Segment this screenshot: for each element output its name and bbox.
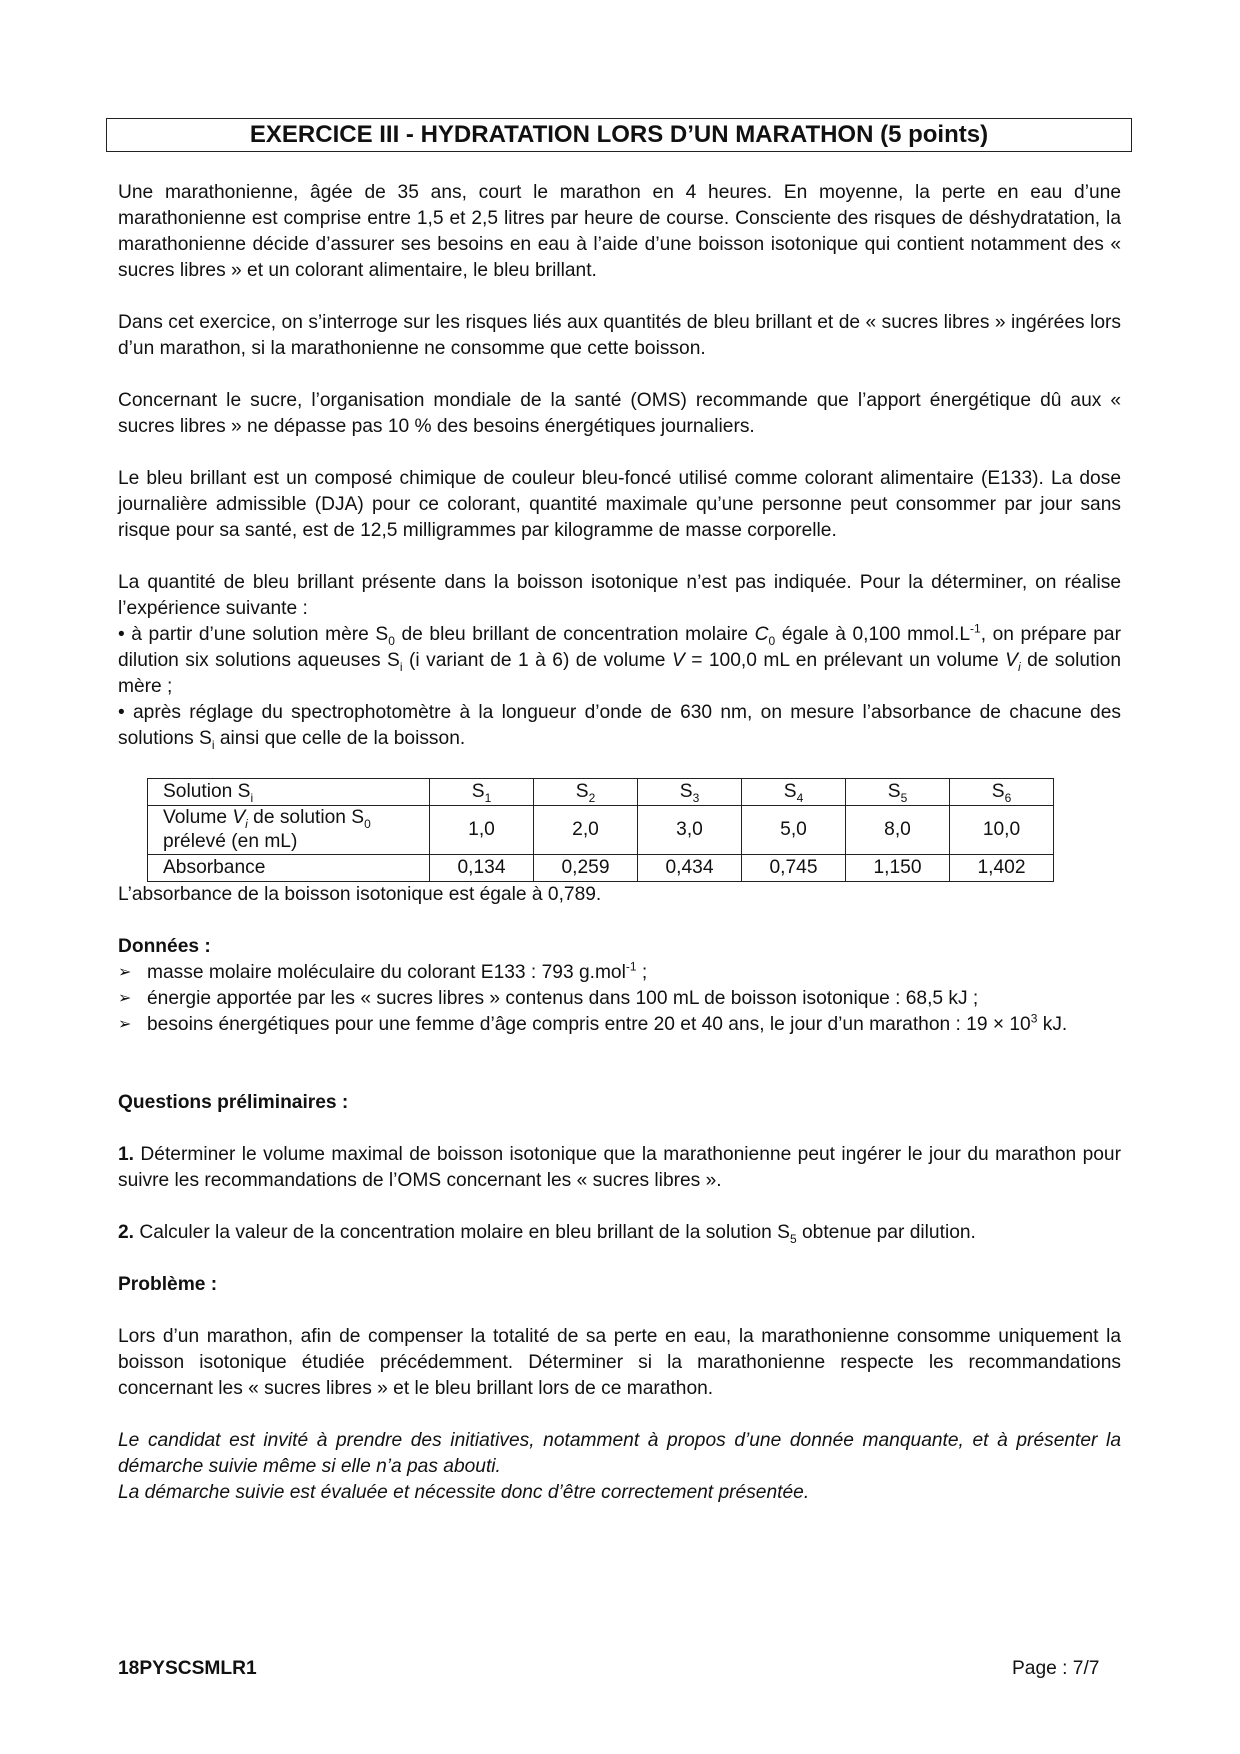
absorbance-cell: 1,150 (846, 855, 950, 882)
row-label-solution: Solution $S_i$ (148, 779, 430, 806)
arrow-bullet-icon: ➢ (118, 990, 132, 1007)
arrow-bullet-icon: ➢ (118, 1016, 132, 1033)
questions-heading: Questions préliminaires : (118, 1092, 349, 1113)
intro-paragraph-4: Le bleu brillant est un composé chimique de couleur bleu-foncé utilisé comme colorant alimentaire (E133). La dose journalière admissible (DJA) pour ce colorant, quantité maximale qu’une personne peut consommer par jour sans risque pour sa santé, est de 12,5 milligrammes par kilogramme de masse corporelle. (118, 468, 1121, 541)
volume-cell: 5,0 (742, 806, 846, 855)
solution-header: $S_2$ (534, 779, 638, 806)
volume-cell: 3,0 (638, 806, 742, 855)
absorbance-table (147, 778, 1054, 882)
list-item: ➢ énergie apportée par les « sucres libres » contenus dans 100 mL de boisson isotonique : 68,5 kJ ; (118, 986, 1121, 1012)
page-number: Page : 7/7 (1012, 1658, 1100, 1679)
absorbance-cell: 0,134 (430, 855, 534, 882)
solution-header: $S_1$ (430, 779, 534, 806)
intro-paragraph-3: Concernant le sucre, l’organisation mondiale de la santé (OMS) recommande que l’apport énergétique dû aux « sucres libres » ne dépasse pas 10 % des besoins énergétiques journaliers. (118, 390, 1121, 437)
intro-paragraph-2: Dans cet exercice, on s’interroge sur les risques liés aux quantités de bleu brillant et de « sucres libres » ingérées lors d’un marathon, si la marathonienne ne consomme que cette boisson. (118, 312, 1121, 359)
intro-paragraph-1: Une marathonienne, âgée de 35 ans, court le marathon en 4 heures. En moyenne, la perte en eau d’une marathonienne est comprise entre 1,5 et 2,5 litres par heure de course. Consciente des risques de déshydratation, la marathonienne décide d’assurer ses besoins en eau à l’aide d’une boisson isotonique qui contient notamment des « sucres libres » et un colorant alimentaire, le bleu brillant. (118, 182, 1121, 281)
volume-cell: 8,0 (846, 806, 950, 855)
donnees-heading: Données : (118, 936, 211, 957)
probleme-heading: Problème : (118, 1274, 218, 1295)
volume-cell: 1,0 (430, 806, 534, 855)
exercise-title: EXERCICE III - HYDRATATION LORS D’UN MARATHON (5 points) (106, 118, 1132, 152)
absorbance-cell: 0,745 (742, 855, 846, 882)
row-label-volume: Volume $V_i$ de solution $S_0$ prélevé (en mL) (148, 806, 430, 855)
solution-header: $S_5$ (846, 779, 950, 806)
absorbance-cell: 1,402 (950, 855, 1054, 882)
volume-cell: 10,0 (950, 806, 1054, 855)
list-item: ➢ masse molaire moléculaire du colorant E133 : 793 g.mol$^{-1}$ ; (118, 960, 1121, 986)
solution-header: $S_4$ (742, 779, 846, 806)
question-1: 1. Déterminer le volume maximal de boisson isotonique que la marathonienne peut ingérer le jour du marathon pour suivre les recommandations de l’OMS concernant les « sucres libres ». (118, 1144, 1121, 1191)
experience-bullet-1: • à partir d’une solution mère $S_0$ de bleu brillant de concentration molaire $C_0$ égale à 0,100 $mmol.L^{-1}$, on prépare par dilution six solutions aqueuses $S_i$ (i variant de 1 à 6) de volume V = 100,0 mL en prélevant un volume $V_i$ de solution mère ; (118, 621, 1122, 697)
question-2: 2. Calculer la valeur de la concentration molaire en bleu brillant de la solution $S_5$ obtenue par dilution. (118, 1222, 976, 1246)
probleme-instruction-2: La démarche suivie est évaluée et nécessite donc d’être correctement présentée. (118, 1482, 810, 1503)
table-row-volumes (148, 806, 1054, 855)
exam-code: 18PYSCSMLR1 (118, 1658, 257, 1679)
exercise-body (118, 180, 1121, 1506)
arrow-bullet-icon: ➢ (118, 964, 132, 981)
volume-cell: 2,0 (534, 806, 638, 855)
row-label-absorbance: Absorbance (148, 855, 430, 882)
solution-header: $S_3$ (638, 779, 742, 806)
table-row-absorbance (148, 855, 1054, 882)
list-item: ➢ besoins énergétiques pour une femme d’âge compris entre 20 et 40 ans, le jour d’un marathon : $19 \times 10^3$ kJ. (118, 1012, 1121, 1038)
probleme-instruction-1: Le candidat est invité à prendre des initiatives, notamment à propos d’une donnée manquante, et à présenter la démarche suivie même si elle n’a pas abouti. (118, 1430, 1121, 1477)
experience-bullet-2: • après réglage du spectrophotomètre à la longueur d’onde de 630 nm, on mesure l’absorbance de chacune des solutions $S_i$ ainsi que celle de la boisson. (118, 702, 1121, 752)
table-row-solutions (148, 779, 1054, 806)
probleme-text: Lors d’un marathon, afin de compenser la totalité de sa perte en eau, la marathonienne consomme uniquement la boisson isotonique étudiée précédemment. Déterminer si la marathonienne respecte les recommandations concernant les « sucres libres » et le bleu brillant lors de ce marathon. (118, 1326, 1121, 1399)
experience-lead: La quantité de bleu brillant présente dans la boisson isotonique n’est pas indiquée. Pour la déterminer, on réalise l’expérience suivante : (118, 572, 1121, 619)
absorbance-cell: 0,434 (638, 855, 742, 882)
solution-header: $S_6$ (950, 779, 1054, 806)
absorbance-cell: 0,259 (534, 855, 638, 882)
absorbance-note: L’absorbance de la boisson isotonique est égale à 0,789. (118, 884, 602, 905)
donnees-list (118, 960, 1121, 1038)
